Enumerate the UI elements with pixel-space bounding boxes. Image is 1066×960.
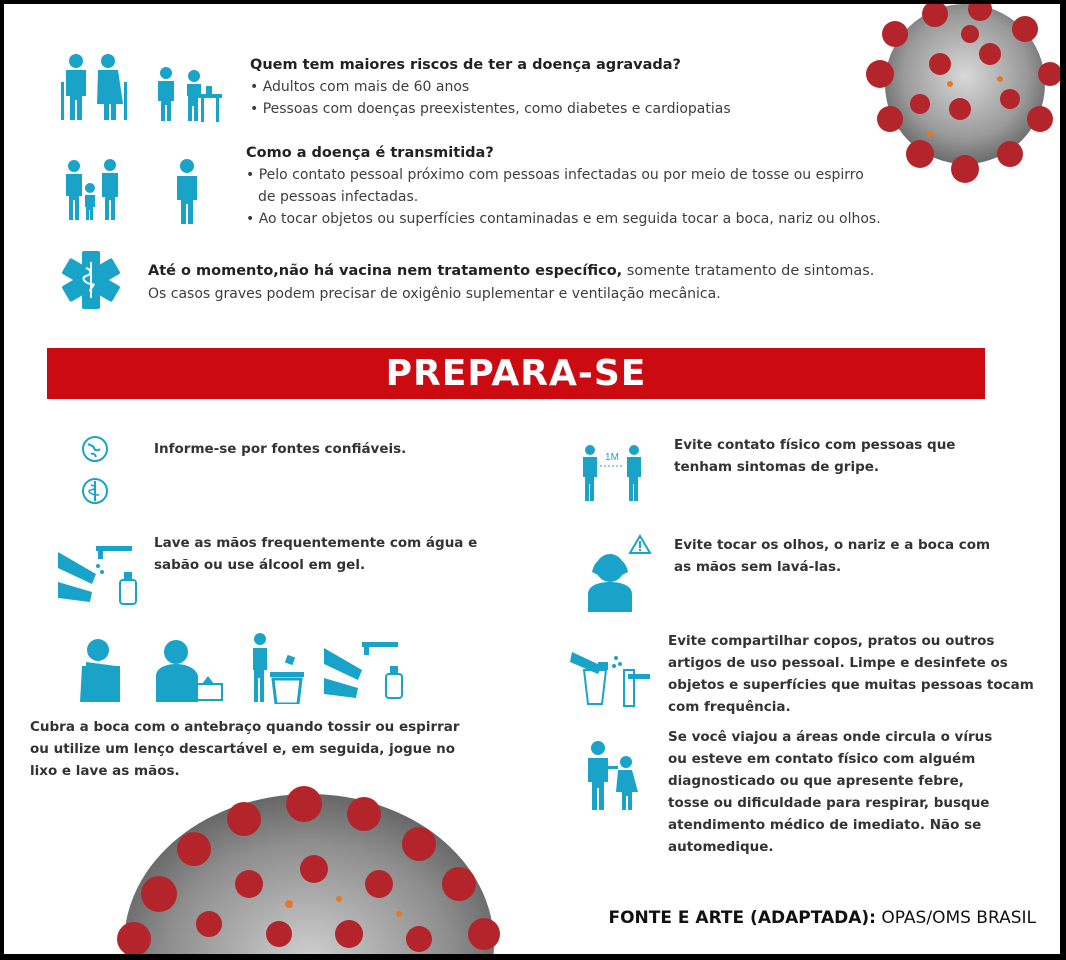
risk-item-age: • Adultos com mais de 60 anos: [250, 79, 470, 95]
medical-star-icon: [62, 250, 120, 310]
cough-transmission-icon: [62, 158, 124, 222]
person-touching-face-icon: [172, 158, 202, 224]
vaccine-line-2: Os casos graves podem precisar de oxigênio suplementar e ventilação mecânica.: [148, 286, 721, 302]
globe-icon: [80, 434, 110, 464]
prepare-banner: [47, 348, 985, 399]
tip-avoid-contact: Evite contato físico com pessoas que tenham sintomas de gripe.: [674, 437, 956, 475]
tip-avoid-touching-face: Evite tocar os olhos, o nariz e a boca com as mãos sem lavá-las.: [674, 537, 991, 575]
spray-disinfect-icon: [570, 644, 652, 708]
distance-label: 1M: [605, 452, 619, 463]
social-distance-icon: [580, 444, 644, 502]
vaccine-rest-text: somente tratamento de sintomas.: [622, 263, 875, 279]
source-name: OPAS/OMS BRASIL: [875, 908, 1036, 928]
transmission-item-contact: • Pelo contato pessoal próximo com pessoas infectadas ou por meio de tosse ou espirro: [246, 167, 864, 183]
tissue-icon: [152, 638, 224, 702]
tip-wash-hands: Lave as mãos frequentemente com água e sabão ou use álcool em gel.: [154, 535, 478, 573]
coronavirus-image-top: [850, 4, 1060, 194]
risk-title: Quem tem maiores riscos de ter a doença agravada?: [250, 57, 681, 73]
tip-cover-cough: Cubra a boca com o antebraço quando tossir ou espirrar ou utilize um lenço descartável e, em seguida, jogue no lixo e lave as mãos.: [30, 719, 460, 779]
infographic-page: [4, 4, 1060, 954]
vaccine-bold-text: Até o momento,não há vacina nem tratamento específico,: [148, 263, 623, 279]
who-emblem-icon: [80, 476, 110, 506]
sick-people-icon: [154, 66, 226, 122]
source-label: FONTE E ARTE (ADAPTADA):: [608, 908, 876, 928]
coronavirus-image-bottom: [99, 774, 519, 954]
banner-title: PREPARA-SE: [385, 353, 647, 394]
tip-avoid-sharing: Evite compartilhar copos, pratos ou outros artigos de uso pessoal. Limpe e desinfete os objetos e superfícies que muitas pessoas tocam com frequência.: [668, 633, 1034, 715]
transmission-item-surfaces: • Ao tocar objetos ou superfícies contaminadas e em seguida tocar a boca, nariz ou olhos.: [246, 211, 881, 227]
hand-washing-icon: [58, 542, 140, 608]
hand-washing-icon-2: [324, 638, 406, 702]
transmission-item-contact-cont: de pessoas infectadas.: [258, 189, 419, 205]
doctor-patient-icon: [582, 738, 642, 812]
touching-face-warning-icon: [582, 532, 652, 612]
trash-bin-icon: [248, 632, 304, 704]
source-credit: [608, 908, 1036, 928]
vaccine-line-1: [148, 260, 874, 282]
risk-item-conditions: • Pessoas com doenças preexistentes, como diabetes e cardiopatias: [250, 101, 731, 117]
tip-seek-care: Se você viajou a áreas onde circula o vírus ou esteve em contato físico com alguém diagnosticado ou que apresente febre, tosse ou dificuldade para respirar, busque atendimento médico de imediato. Não se automedique.: [668, 729, 993, 855]
cough-elbow-icon: [76, 638, 126, 702]
elderly-couple-icon: [58, 52, 130, 122]
tip-inform: Informe-se por fontes confiáveis.: [154, 441, 407, 457]
transmission-title: Como a doença é transmitida?: [246, 145, 494, 161]
